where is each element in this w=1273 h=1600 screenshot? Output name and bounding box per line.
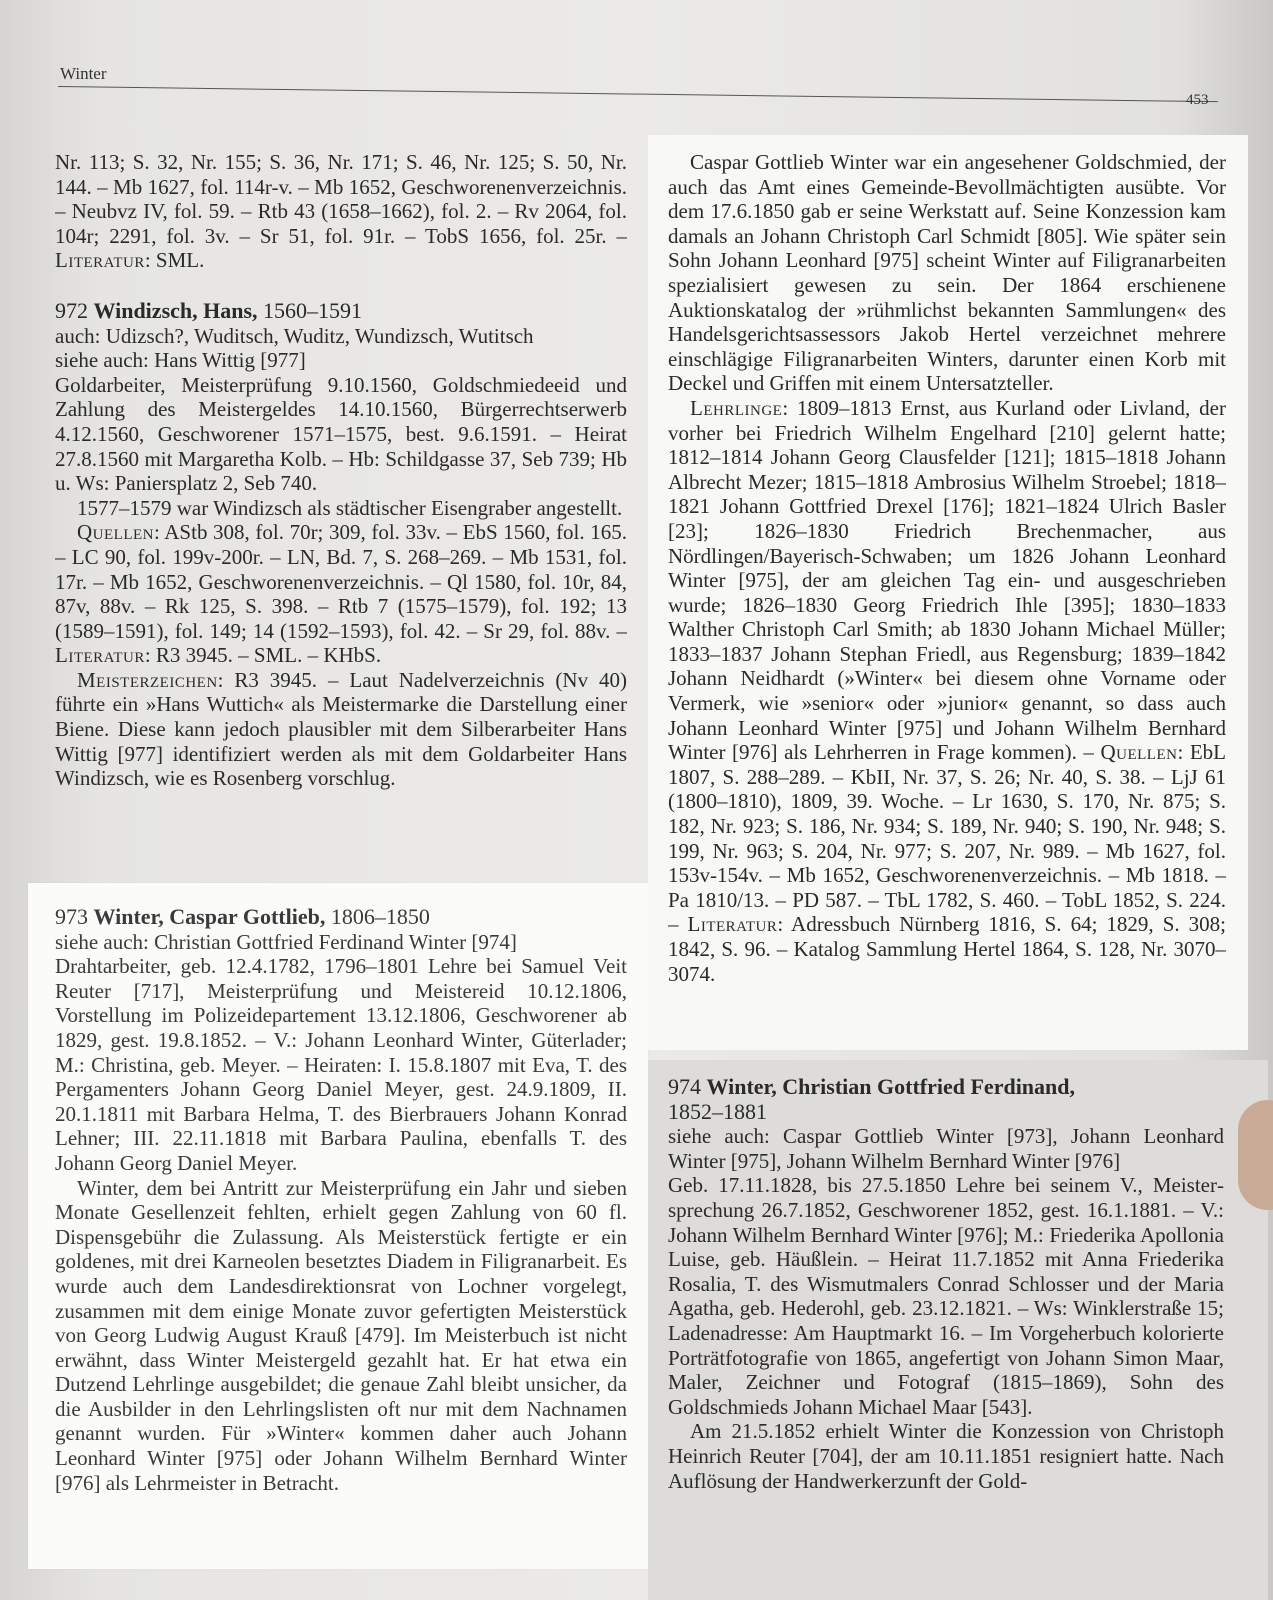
literature-label: Literatur [55,248,145,273]
entry-974 [668,1075,1224,1595]
entry-974-heading [668,1075,1224,1124]
entry-number: 972 [55,297,88,323]
entry-name: Winter, Caspar Gottlieb, [93,905,326,929]
apprentices-label: Lehrlinge [690,395,783,420]
entry-name: Windizsch, Hans, [93,297,258,323]
entry-973-text: Winter, dem bei Antritt zur Meisterprüfung ein Jahr und sieben Monate Gesellenzeit fehlten, erhielt gegen Zahlung von 60 fl. Dispensgebühr die Zulassung. Als Meisterstück fertigte er ein goldenes, mit drei Karneolen besetztes Diadem in Filigranarbeit. Es wurde auch dem Landesdirektionsrat von Lochner vorgelegt, zusammen mit dem einige Monate zuvor gefertigten Meisterstück von Georg Ludwig August Krauß [479]. Im Meisterbuch ist nicht erwähnt, dass Winter Meistergeld gezahlt hat. Er hat etwa ein Dutzend Lehrlinge ausgebildet; die genaue Zahl bleibt unsicher, da die Ausbilder in den Lehrlingslisten oft nur mit dem Nachnamen genannt wurden. Für »Winter« kommen daher auch Johann Leonhard Winter [975] oder Johann Wilhelm Bernhard Winter [976] als Lehrmeister in Betracht. [55,1175,627,1495]
entry-973-text-continued: Caspar Gottlieb Winter war ein angesehener Goldschmied, der auch das Amt eines Gemeinde-Bevollmächtigten ausübte. Vor dem 17.6.1850 gab er seine Werkstatt auf. Seine Konzession kam damals an Johann Christoph Carl Schmidt [805]. Wie später sein Sohn Johann Leonhard [975] scheint Winter auf Filigranarbeiten spezialisiert gewesen zu sein. Der 1864 erschienene Auktionskatalog der »rühmlichst bekannten Sammlungen« des Handelsgerichtsassessors Jakob Hertel verzeichnet mehrere einschlägige Filigranarbeiten Winters, darunter einen Korb mit Deckel und Griffen mit einem Untersatzteller. [668,150,1226,396]
entry-974-bio: Geb. 17.11.1828, bis 27.5.1850 Lehre bei seinem V., Meistersprechung 26.7.1852, Geschworener 1852, gest. 16.1.1881. – V.: Johann Wilhelm Bernhard Winter [976]; M.: Friederika Apollonia Luise, geb. Häußlein. – Heirat 11.7.1852 mit Anna Friederika Rosalia, T. des Wismutmalers Conrad Schlosser und der Maria Agatha, geb. Hederohl, geb. 23.12.1821. – Ws: Winklerstraße 15; Ladenadresse: Am Hauptmarkt 16. – Im Vorgeherbuch kolorierte Porträtfotografie von 1865, angefertigt von Johann Simon Maar, Maler, Zeichner und Fotograf (1815–1869), Sohn des Goldschmieds Johann Michael Maar [543]. [668,1173,1224,1419]
entry-name: Winter, Christian Gottfried Ferdinand, [706,1075,1076,1099]
running-head: Winter [60,64,107,83]
finger-shadow [1238,1100,1273,1210]
literature-label: Literatur [687,912,778,937]
sources-label: Quellen [1100,740,1178,765]
entry-973-heading [55,905,627,930]
entry-972-bio: Goldarbeiter, Meisterprüfung 9.10.1560, Goldschmiedeeid und Zahlung des Meistergeldes 14.10.1560, Bürgerrechtserwerb 4.12.1560, Geschworener 1571–1575, best. 9.6.1591. – Heirat 27.8.1560 mit Margaretha Kolb. – Hb: Schildgasse 37, Seb 739; Hb u. Ws: Paniersplatz 2, Seb 740. [55,372,627,496]
right-column-upper [668,150,1226,1048]
entry-dates: 1806–1850 [330,905,430,929]
entry-972-sources: Quellen: AStb 308, fol. 70r; 309, fol. 33v. – EbS 1560, fol. 165. – LC 90, fol. 199v-200r. – LN, Bd. 7, S. 268–269. – Mb 1531, fol. 17r. – Mb 1652, Geschworenenverzeichnis. – Ql 1580, fol. 10r, 84, 87v, 88v. – Rk 125, S. 398. – Rtb 7 (1575–1579), fol. 192; 13 (1589–1591), fol. 149; 14 (1592–1593), fol. 42. – Sr 29, fol. 88v. – Literatur: R3 3945. – SML. – KHbS. [55,520,627,668]
entry-974-text: Am 21.5.1852 erhielt Winter die Konzession von Christoph Heinrich Reuter [704], der am 10.11.1851 resigniert hatte. Nach Auflösung der Handwerkerzunft der Gold- [668,1419,1224,1493]
entry-973-bio: Drahtarbeiter, geb. 12.4.1782, 1796–1801 Lehre bei Samuel Veit Reuter [717], Meisterprüfung und Meistereid 10.12.1806, Vorstellung im Polizeidepartement 13.12.1806, Geschworener ab 1829, gest. 19.8.1852. – V.: Johann Leonhard Winter, Güterlader; M.: Christina, geb. Meyer. – Heiraten: I. 15.8.1807 mit Eva, T. des Pergamenters Johann Georg Daniel Meyer, gest. 24.9.1809, II. 20.1.1811 mit Barbara Helma, T. des Bierbrauers Johann Konrad Lehner; III. 22.11.1818 mit Barbara Paulina, ebenfalls T. des Johann Georg Daniel Meyer. [55,954,627,1175]
sources-label: Quellen [77,520,154,545]
entry-973-apprentices: Lehrlinge: 1809–1813 Ernst, aus Kurland oder Livland, der vorher bei Friedrich Wilhelm Engelhard [210] gelernt hatte; 1812–1814 Johann Georg Clausfelder [121]; 1815–1818 Johann Albrecht Mezer; 1815–1818 Ambrosius Wilhelm Stroebel; 1818–1821 Johann Gottfried Drexel [176]; 1821–1824 Ulrich Basler [23]; 1826–1830 Friedrich Brechenmacher, aus Nördlingen/Bayerisch-Schwaben; um 1826 Johann Leonhard Winter [975], der am gleichen Tag ein- und ausgeschrieben wurde; 1826–1830 Georg Friedrich Ihle [395]; 1830–1833 Walther Christoph Carl Smith; ab 1830 Johann Michael Müller; 1833–1837 Johann Stephan Friedl, aus Regensburg; 1839–1842 Johann Neidhardt (»Winter« bei diesem ohne Vorname oder Vermerk, wie »senior« oder »junior« genannt, so dass auch Johann Leonhard Winter [975] und Johann Wilhelm Bernhard Winter [976] als Lehrherren in Frage kommen). – Quellen: EbL 1807, S. 288–289. – KbII, Nr. 37, S. 26; Nr. 40, S. 38. – LjJ 61 (1800–1810), 1809, 39. Woche. – Lr 1630, S. 170, Nr. 875; S. 182, Nr. 923; S. 186, Nr. 934; S. 189, Nr. 940; S. 190, Nr. 948; S. 199, Nr. 963; S. 204, Nr. 977; S. 207, Nr. 989. – Mb 1627, fol. 153v-154v. – Mb 1652, Geschworenenverzeichnis. – Mb 1818. – Pa 1810/13. – PD 587. – TbL 1782, S. 460. – TobL 1852, S. 224. – Literatur: Adressbuch Nürnberg 1816, S. 64; 1829, S. 308; 1842, S. 96. – Katalog Sammlung Hertel 1864, S. 128, Nr. 3070–3074. [668,395,1226,986]
entry-number: 974 [668,1075,701,1099]
entry-972-aka: auch: Udizsch?, Wuditsch, Wuditz, Wundizsch, Wutitsch [55,323,534,348]
entry-972-marks: Meisterzeichen: R3 3945. – Laut Nadelverzeichnis (Nv 40) führte ein »Hans Wuttich« als Meistermarke die Darstellung einer Biene. Diese kann jedoch plausibler mit dem Silberarbeiter Hans Wittig [977] identifiziert werden als mit dem Goldarbeiter Hans Windizsch, wie es Rosenberg vorschlug. [55,667,627,791]
entry-gap [55,273,627,299]
entry-972-text: 1577–1579 war Windizsch als städtischer Eisengraber angestellt. [77,495,623,520]
header-rule [58,86,1218,102]
entry-973-see-also: siehe auch: Christian Gottfried Ferdinand Winter [974] [55,929,517,954]
entry-dates: 1852–1881 [668,1098,767,1124]
page-number: 453 [1186,92,1209,108]
entry-number: 973 [55,905,88,929]
entry-dates: 1560–1591 [263,297,363,323]
entry-974-see-also: siehe auch: Caspar Gottlieb Winter [973], Johann Leonhard Winter [975], Johann Wilhelm Bernhard Winter [976] [668,1124,1224,1173]
entry-972-see-also: siehe auch: Hans Wittig [977] [55,348,306,373]
entry-973 [55,905,627,1565]
entry-972-heading [55,299,627,324]
marks-label: Meisterzeichen [77,667,218,692]
continuation-sources: Nr. 113; S. 32, Nr. 155; S. 36, Nr. 171; S. 46, Nr. 125; S. 50, Nr. 144. – Mb 1627, fol. 114r-v. – Mb 1652, Geschworenenverzeichnis. – Neubvz IV, fol. 59. – Rtb 43 (1658–1662), fol. 2. – Rv 2064, fol. 104r; 2291, fol. 3v. – Sr 51, fol. 91r. – TobS 1656, fol. 25r. – Literatur: SML. [55,150,627,273]
left-column-upper [55,150,627,888]
literature-label: Literatur [55,643,145,668]
